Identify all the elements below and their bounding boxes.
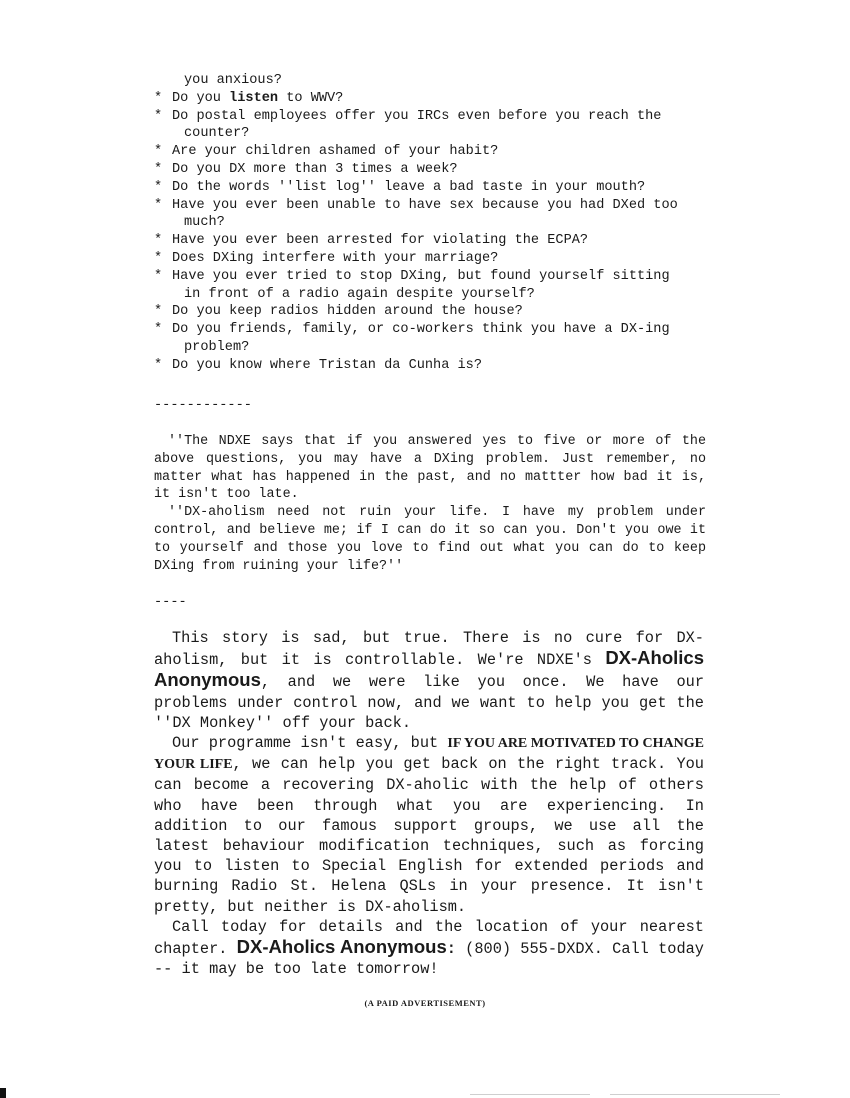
question-item: * Do you DX more than 3 times a week? xyxy=(154,161,458,177)
quote-paragraph: ''The NDXE says that if you answered yes to five or more of the above questions, you may have a DXing problem. Just remember, no matter what has happened in the past, and no mattter how bad it is, it isn't too late. xyxy=(154,434,706,503)
scan-line xyxy=(470,1094,590,1095)
question-text: Do you DX more than 3 times a week? xyxy=(172,161,458,177)
question-item: * Do postal employees offer you IRCs even before you reach the counter? xyxy=(154,108,714,144)
question-text: to WWV? xyxy=(278,90,344,106)
question-text: Do you know where Tristan da Cunha is? xyxy=(172,357,482,373)
question-text: Do you keep radios hidden around the house? xyxy=(172,304,523,320)
ad-colon: : xyxy=(446,940,456,959)
question-text-continued: problem? xyxy=(184,339,250,355)
section-separator: ------------ xyxy=(154,398,252,413)
questions-list xyxy=(154,72,714,375)
question-text: Do you friends, family, or co-workers think you have a DX-ing xyxy=(172,322,670,338)
advertisement-body xyxy=(154,628,704,979)
scan-mark xyxy=(0,1088,6,1098)
section-separator: ---- xyxy=(154,595,187,610)
paid-advertisement-note: (A PAID ADVERTISEMENT) xyxy=(364,998,486,1008)
question-text: Do you xyxy=(172,90,230,106)
question-text: Have you ever tried to stop DXing, but found yourself sitting xyxy=(172,268,670,284)
emphasis-text: IF YOU ARE MOTIVATED TO CHANGE YOUR LIFE xyxy=(154,736,704,773)
question-text: Have you ever been arrested for violating the ECPA? xyxy=(172,233,589,249)
question-item: * Do you keep radios hidden around the house? xyxy=(154,304,523,320)
question-text-continued: in front of a radio again despite yourself? xyxy=(184,286,535,302)
question-item: * Do you friends, family, or co-workers think you have a DX-ing problem? xyxy=(154,321,714,357)
question-item: * Do you listen to WWV? xyxy=(154,90,344,106)
question-bold-word: listen xyxy=(229,90,279,106)
brand-name: DX-Aholics Anonymous xyxy=(236,936,447,958)
question-text: Do postal employees offer you IRCs even before you reach the xyxy=(172,108,662,124)
question-item: * Have you ever been unable to have sex because you had DXed too much? xyxy=(154,197,714,233)
question-item: * Do you know where Tristan da Cunha is? xyxy=(154,357,482,373)
ad-text: This story is sad, but true. There is no cure for DX-aholism, but it is controllable. We're NDXE's xyxy=(154,629,704,670)
brand-name: DX-Aholics Anonymous xyxy=(154,647,704,691)
question-text-continued: counter? xyxy=(184,126,250,142)
ad-text: Call today for details and the location of your nearest chapter. xyxy=(154,917,704,959)
ad-paragraph xyxy=(154,628,704,733)
question-text: Does DXing interfere with your marriage? xyxy=(172,250,499,266)
scan-line xyxy=(610,1094,780,1095)
question-continuation: you anxious? xyxy=(184,73,282,88)
ad-paragraph xyxy=(154,917,704,980)
ad-text: , and we were like you once. We have our problems under control now, and we want to help you get the ''DX Monkey'' off your back. xyxy=(154,673,704,732)
question-item: * Do the words ''list log'' leave a bad taste in your mouth? xyxy=(154,179,646,195)
quote-paragraph: ''DX-aholism need not ruin your life. I have my problem under control, and believe me; if I can do it so can you. Don't you owe it to yourself and those you love to find out what you can do to keep DXing from ruining your life?'' xyxy=(154,505,706,574)
question-item: * Does DXing interfere with your marriage? xyxy=(154,250,499,266)
ad-text: , we can help you get back on the right track. You can become a recovering DX-aholic with the help of others who have been through what you are experiencing. In addition to our famous support groups, we use all the latest behaviour modification techniques, such as forcing you to listen to Special English for extended periods and burning Radio St. Helena QSLs in your presence. It isn't pretty, but neither is DX-aholism. xyxy=(154,755,704,916)
ad-text: (800) 555-DXDX. Call today -- it may be too late tomorrow! xyxy=(154,940,704,979)
ad-text: Our programme isn't easy, but xyxy=(172,734,448,753)
question-item: * Have you ever tried to stop DXing, but found yourself sitting in front of a radio again despite yourself? xyxy=(154,268,714,304)
question-text-continued: much? xyxy=(184,215,225,231)
ad-paragraph xyxy=(154,733,704,917)
question-text: Have you ever been unable to have sex because you had DXed too xyxy=(172,197,678,213)
question-text: Do the words ''list log'' leave a bad taste in your mouth? xyxy=(172,179,646,195)
ndxe-quote xyxy=(154,433,706,575)
question-item: * Have you ever been arrested for violating the ECPA? xyxy=(154,233,589,249)
question-item: * Are your children ashamed of your habit? xyxy=(154,144,499,160)
question-text: Are your children ashamed of your habit? xyxy=(172,144,499,160)
